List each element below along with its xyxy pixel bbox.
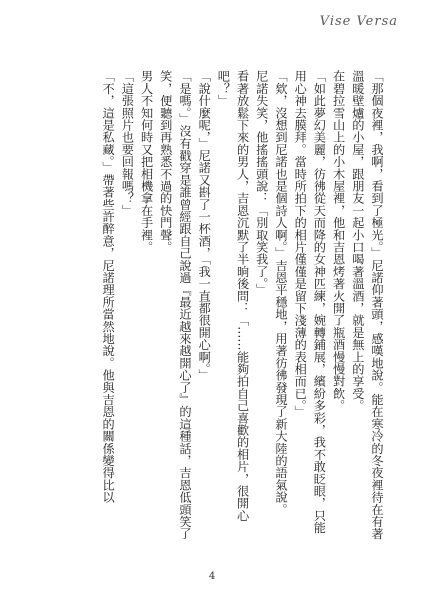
paragraph: 在碧拉雪山上的小木屋裡，他和吉恩烤著火開了瓶酒慢慢對飲。 <box>331 70 346 412</box>
paragraph: 男人不知何時又把相機拿在手裡。 <box>139 70 154 253</box>
paragraph: 「如此夢幻美麗，彷彿從天而降的女神匹練，婉轉鋪展，繽紛多彩，我不敢眨眼，只能用心神去膜拜。當時所拍下的相片僅僅是留下淺薄的表相而已。」 <box>293 70 327 534</box>
paragraph: 「欸，沒想到尼諾也是個詩人啊。」吉恩平穩地，用著彷彿發現了新大陸的語氣說。 <box>273 70 288 516</box>
paragraph: 「這張照片也要回報嗎？」 <box>120 70 135 217</box>
page-number: 4 <box>208 571 216 582</box>
running-title: Vise Versa <box>319 14 398 29</box>
paragraph: 「那個夜裡，我啊，看到了極光。」尼諾仰著頭，感嘆地說。能在寒冷的冬夜裡待在有著溫暖壁爐的小屋，跟朋友一起小口喝著溫酒，就是無上的享受。 <box>350 70 384 540</box>
paragraph: 「不，這是私藏。」帶著些許醉意，尼諾理所當然地說。他與吉恩的關係變得比以 <box>101 70 116 504</box>
paragraph: 看著放鬆下來的男人，吉恩沉默了半晌後問：「……能夠拍自己喜歡的相片，很開心吧？」 <box>216 70 250 522</box>
body-text <box>26 70 386 545</box>
paragraph: 「說什麼呢，」尼諾又斟了一杯酒，「我一直都很開心啊。」 <box>197 70 212 382</box>
paragraph: 尼諾失笑，他搖搖頭說：「別取笑我了。」 <box>254 70 269 296</box>
paragraph: 「是嗎。」沒有戳穿是誰曾經跟自己說過『最近越來越開心了』的這種話，吉恩低頭笑了笑，便聽到再熟悉不過的快門聲。 <box>158 70 192 540</box>
